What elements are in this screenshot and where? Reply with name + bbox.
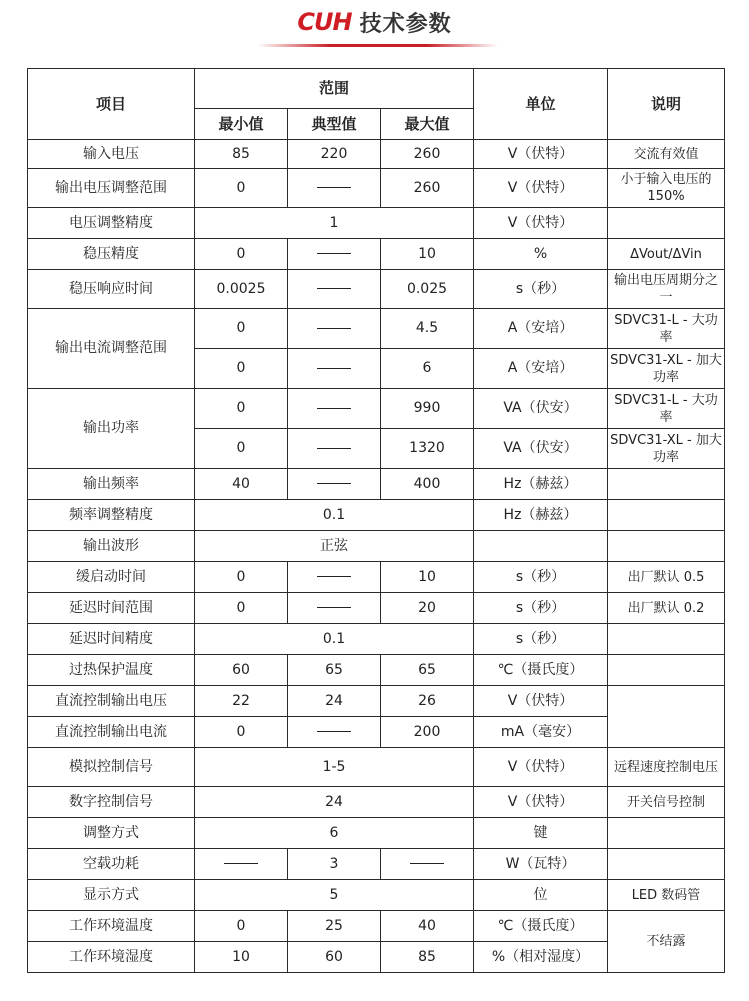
table-row [28, 270, 725, 309]
cell-unit: 键 [474, 818, 608, 849]
dash-placeholder [317, 448, 351, 449]
cell-unit: Hz（赫兹） [474, 500, 608, 531]
cell-unit: VA（伏安） [474, 429, 608, 469]
table-row [28, 655, 725, 686]
cell-value: 5 [195, 880, 474, 911]
cell-typ: 3 [288, 849, 381, 880]
cell-value: 24 [195, 787, 474, 818]
cell-max: 1320 [381, 429, 474, 469]
dash-placeholder [317, 731, 351, 732]
cell-max: 65 [381, 655, 474, 686]
cell-note: 输出电压周期分之一 [608, 270, 725, 309]
dash-placeholder [317, 328, 351, 329]
cell-typ [288, 389, 381, 429]
table-row [28, 208, 725, 239]
cell-note: 出厂默认 0.5 [608, 562, 725, 593]
header-divider [258, 44, 498, 47]
cell-unit: VA（伏安） [474, 389, 608, 429]
table-row [28, 911, 725, 942]
cell-typ [288, 169, 381, 208]
cell-unit: A（安培） [474, 309, 608, 349]
row-item-label: 输出功率 [28, 389, 195, 469]
spec-table [27, 68, 725, 973]
dash-placeholder [317, 288, 351, 289]
header-unit: 单位 [474, 69, 608, 140]
cell-typ: 65 [288, 655, 381, 686]
cell-typ [288, 562, 381, 593]
cell-max: 0.025 [381, 270, 474, 309]
cell-min: 85 [195, 140, 288, 169]
header-typ: 典型值 [288, 109, 381, 140]
row-item-label: 延迟时间范围 [28, 593, 195, 624]
table-row [28, 531, 725, 562]
table-row [28, 562, 725, 593]
cell-unit: ℃（摄氏度） [474, 655, 608, 686]
cell-unit: V（伏特） [474, 686, 608, 717]
cell-note: 交流有效值 [608, 140, 725, 169]
brand-logo: CUH [297, 8, 352, 36]
cell-unit: A（安培） [474, 349, 608, 389]
cell-note: 远程速度控制电压 [608, 748, 725, 787]
cell-max: 990 [381, 389, 474, 429]
cell-min: 60 [195, 655, 288, 686]
cell-typ: 220 [288, 140, 381, 169]
cell-note [608, 469, 725, 500]
cell-unit: V（伏特） [474, 140, 608, 169]
cell-typ: 24 [288, 686, 381, 717]
row-item-label: 调整方式 [28, 818, 195, 849]
cell-max: 400 [381, 469, 474, 500]
table-row [28, 880, 725, 911]
cell-note: 不结露 [608, 911, 725, 973]
dash-placeholder [317, 576, 351, 577]
table-row [28, 140, 725, 169]
cell-max: 26 [381, 686, 474, 717]
table-row [28, 818, 725, 849]
cell-value: 0.1 [195, 500, 474, 531]
row-item-label: 缓启动时间 [28, 562, 195, 593]
row-item-label: 工作环境温度 [28, 911, 195, 942]
cell-note: SDVC31-L - 大功率 [608, 389, 725, 429]
cell-note: ΔVout/ΔVin [608, 239, 725, 270]
cell-value: 6 [195, 818, 474, 849]
cell-note: SDVC31-L - 大功率 [608, 309, 725, 349]
cell-max: 85 [381, 942, 474, 973]
cell-unit: %（相对湿度） [474, 942, 608, 973]
cell-unit: s（秒） [474, 593, 608, 624]
row-item-label: 直流控制输出电流 [28, 717, 195, 748]
spec-table-body [28, 140, 725, 973]
cell-min: 0 [195, 239, 288, 270]
cell-typ [288, 239, 381, 270]
row-item-label: 延迟时间精度 [28, 624, 195, 655]
cell-note [608, 208, 725, 239]
dash-placeholder [410, 863, 444, 864]
row-item-label: 模拟控制信号 [28, 748, 195, 787]
row-item-label: 工作环境湿度 [28, 942, 195, 973]
dash-placeholder [317, 253, 351, 254]
cell-min: 22 [195, 686, 288, 717]
cell-note [608, 849, 725, 880]
cell-max: 10 [381, 562, 474, 593]
cell-typ [288, 717, 381, 748]
table-row [28, 593, 725, 624]
cell-min: 0 [195, 911, 288, 942]
cell-note: LED 数码管 [608, 880, 725, 911]
cell-typ [288, 309, 381, 349]
cell-unit: V（伏特） [474, 787, 608, 818]
row-item-label: 频率调整精度 [28, 500, 195, 531]
row-item-label: 输出频率 [28, 469, 195, 500]
cell-typ [288, 593, 381, 624]
dash-placeholder [317, 187, 351, 188]
cell-max: 20 [381, 593, 474, 624]
header-range: 范围 [195, 69, 474, 109]
cell-unit: V（伏特） [474, 748, 608, 787]
row-item-label: 输出电压调整范围 [28, 169, 195, 208]
cell-min: 0 [195, 717, 288, 748]
cell-min: 0 [195, 389, 288, 429]
cell-unit: s（秒） [474, 270, 608, 309]
row-item-label: 稳压响应时间 [28, 270, 195, 309]
dash-placeholder [317, 483, 351, 484]
cell-typ: 25 [288, 911, 381, 942]
row-item-label: 空载功耗 [28, 849, 195, 880]
dash-placeholder [317, 607, 351, 608]
cell-min: 40 [195, 469, 288, 500]
cell-note [608, 531, 725, 562]
cell-value: 1 [195, 208, 474, 239]
cell-value: 正弦 [195, 531, 474, 562]
cell-note [608, 818, 725, 849]
cell-min: 0 [195, 169, 288, 208]
cell-min: 0 [195, 593, 288, 624]
cell-unit: mA（毫安） [474, 717, 608, 748]
header-note: 说明 [608, 69, 725, 140]
cell-unit: W（瓦特） [474, 849, 608, 880]
header-max: 最大值 [381, 109, 474, 140]
cell-unit: V（伏特） [474, 208, 608, 239]
cell-unit: 位 [474, 880, 608, 911]
table-row [28, 624, 725, 655]
cell-min [195, 849, 288, 880]
cell-max: 260 [381, 140, 474, 169]
page-header [0, 2, 749, 42]
cell-note: SDVC31-XL - 加大功率 [608, 349, 725, 389]
cell-note [608, 686, 725, 748]
table-row [28, 748, 725, 787]
cell-note: 开关信号控制 [608, 787, 725, 818]
cell-typ [288, 270, 381, 309]
table-row [28, 389, 725, 429]
cell-unit: s（秒） [474, 624, 608, 655]
table-row [28, 787, 725, 818]
row-item-label: 输出波形 [28, 531, 195, 562]
cell-value: 1-5 [195, 748, 474, 787]
cell-unit: Hz（赫兹） [474, 469, 608, 500]
cell-unit [474, 531, 608, 562]
row-item-label: 电压调整精度 [28, 208, 195, 239]
cell-max: 200 [381, 717, 474, 748]
page-title: 技术参数 [359, 11, 452, 37]
row-item-label: 显示方式 [28, 880, 195, 911]
cell-typ [288, 349, 381, 389]
row-item-label: 直流控制输出电压 [28, 686, 195, 717]
cell-note: 小于输入电压的 150% [608, 169, 725, 208]
cell-note [608, 624, 725, 655]
cell-max: 4.5 [381, 309, 474, 349]
header-item: 项目 [28, 69, 195, 140]
cell-typ: 60 [288, 942, 381, 973]
dash-placeholder [224, 863, 258, 864]
table-row [28, 849, 725, 880]
row-item-label: 稳压精度 [28, 239, 195, 270]
dash-placeholder [317, 368, 351, 369]
cell-typ [288, 429, 381, 469]
table-row [28, 686, 725, 717]
table-row [28, 500, 725, 531]
row-item-label: 数字控制信号 [28, 787, 195, 818]
cell-max: 40 [381, 911, 474, 942]
table-row [28, 239, 725, 270]
cell-max [381, 849, 474, 880]
table-row [28, 309, 725, 349]
cell-min: 0.0025 [195, 270, 288, 309]
cell-note: SDVC31-XL - 加大功率 [608, 429, 725, 469]
dash-placeholder [317, 408, 351, 409]
cell-typ [288, 469, 381, 500]
cell-max: 10 [381, 239, 474, 270]
cell-unit: ℃（摄氏度） [474, 911, 608, 942]
header-min: 最小值 [195, 109, 288, 140]
table-row [28, 169, 725, 208]
cell-min: 0 [195, 309, 288, 349]
cell-unit: s（秒） [474, 562, 608, 593]
cell-max: 6 [381, 349, 474, 389]
cell-unit: % [474, 239, 608, 270]
cell-value: 0.1 [195, 624, 474, 655]
cell-max: 260 [381, 169, 474, 208]
table-row [28, 469, 725, 500]
row-item-label: 输入电压 [28, 140, 195, 169]
cell-min: 10 [195, 942, 288, 973]
cell-note: 出厂默认 0.2 [608, 593, 725, 624]
row-item-label: 输出电流调整范围 [28, 309, 195, 389]
cell-min: 0 [195, 562, 288, 593]
row-item-label: 过热保护温度 [28, 655, 195, 686]
cell-note [608, 500, 725, 531]
cell-min: 0 [195, 429, 288, 469]
cell-min: 0 [195, 349, 288, 389]
cell-unit: V（伏特） [474, 169, 608, 208]
cell-note [608, 655, 725, 686]
